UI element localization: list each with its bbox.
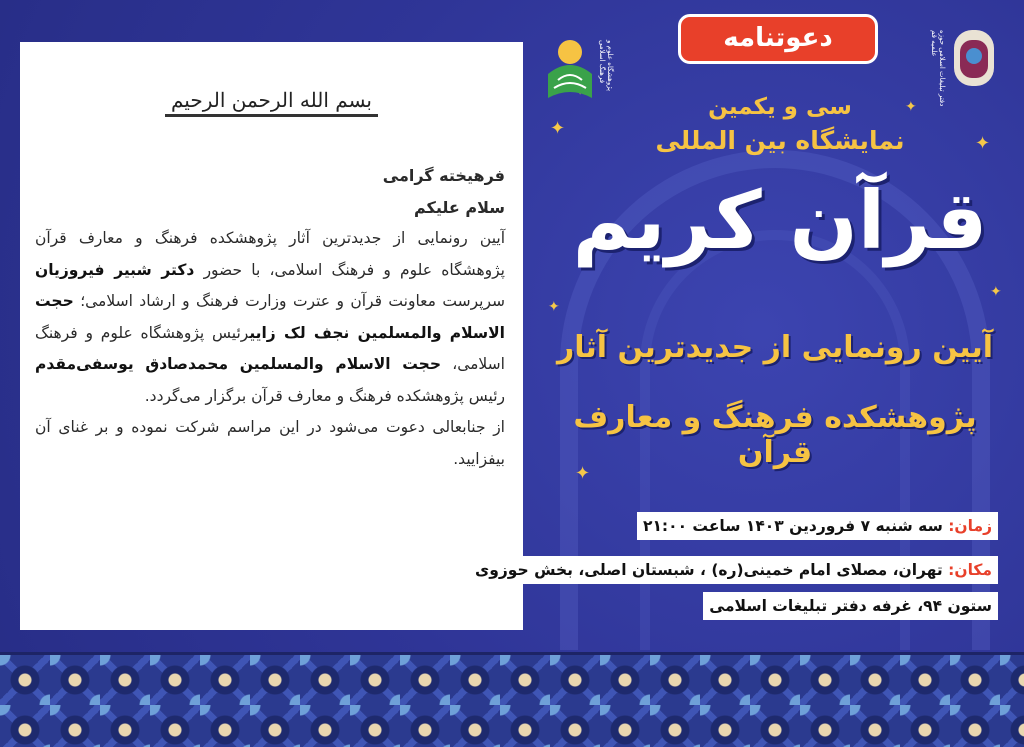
star-icon: ✦ — [548, 299, 560, 315]
star-icon: ✦ — [575, 463, 591, 484]
quran-title: قرآن کریم — [572, 174, 988, 267]
letter-body — [35, 223, 505, 412]
body-text: سرپرست معاونت قرآن و عترت وزارت فرهنگ و ارشاد اسلامی؛ — [80, 292, 505, 310]
basmala-calligraphy: بسم الله الرحمن الرحیم — [20, 88, 523, 117]
headline-line-1: آیین رونمایی از جدیدترین آثار — [556, 330, 994, 365]
time-value: سه شنبه ۷ فروردین ۱۴۰۳ ساعت ۲۱:۰۰ — [642, 517, 943, 535]
star-icon: ✦ — [905, 99, 917, 115]
greeting: فرهیخته گرامی — [382, 166, 505, 185]
invitation-badge: دعوتنامه — [678, 14, 878, 64]
body-text: رئیس پژوهشگاه علوم و فرهنگ اسلامی، — [35, 323, 505, 373]
guest-name: حجت الاسلام والمسلمین محمدصادق یوسفی‌مقدم — [35, 355, 441, 373]
star-icon: ✦ — [975, 133, 991, 154]
time-label: زمان: — [948, 517, 992, 535]
salam: سلام علیکم — [413, 197, 505, 217]
office-logo — [950, 28, 998, 88]
exhibition-subtitle: نمایشگاه بین المللی — [655, 126, 905, 155]
star-icon: ✦ — [990, 284, 1002, 300]
star-icon: ✦ — [550, 118, 566, 139]
islamic-tile-pattern — [0, 655, 1024, 747]
place-info — [469, 556, 998, 584]
guest-name: حجت الاسلام والمسلمین نجف لک زایی — [35, 292, 505, 342]
invitation-letter — [35, 160, 505, 475]
guest-name: دکتر شبیر فیروزیان — [35, 260, 195, 279]
edition-subtitle: سی و یکمین — [708, 94, 852, 120]
place-value-2: ستون ۹۴، غرفه دفتر تبلیغات اسلامی — [709, 597, 992, 615]
closing-text: از جنابعالی دعوت می‌شود در این مراسم شرکت نموده و بر غنای آن بیفزایید. — [35, 418, 505, 468]
invitation-card — [20, 42, 523, 630]
place-info-2 — [703, 592, 998, 620]
body-text: آیین رونمایی از جدیدترین آثار پژوهشکده فرهنگ و معارف قرآن پژوهشگاه علوم و فرهنگ اسلامی، با حضور — [35, 229, 505, 279]
body-text: رئیس پژوهشکده فرهنگ و معارف قرآن برگزار می‌گردد. — [144, 386, 505, 405]
logo-right-caption: دفتر تبلیغات اسلامی حوزه علمیه قم — [930, 30, 946, 107]
time-info — [637, 512, 998, 540]
logo-left-caption: پژوهشگاه علوم و فرهنگ اسلامی — [598, 40, 614, 92]
headline-line-2: پژوهشکده فرهنگ و معارف قرآن — [573, 400, 977, 470]
place-label: مکان: — [948, 561, 992, 579]
place-value: تهران، مصلای امام خمینی(ره) ، شبستان اصلی، بخش حوزوی — [475, 561, 943, 579]
